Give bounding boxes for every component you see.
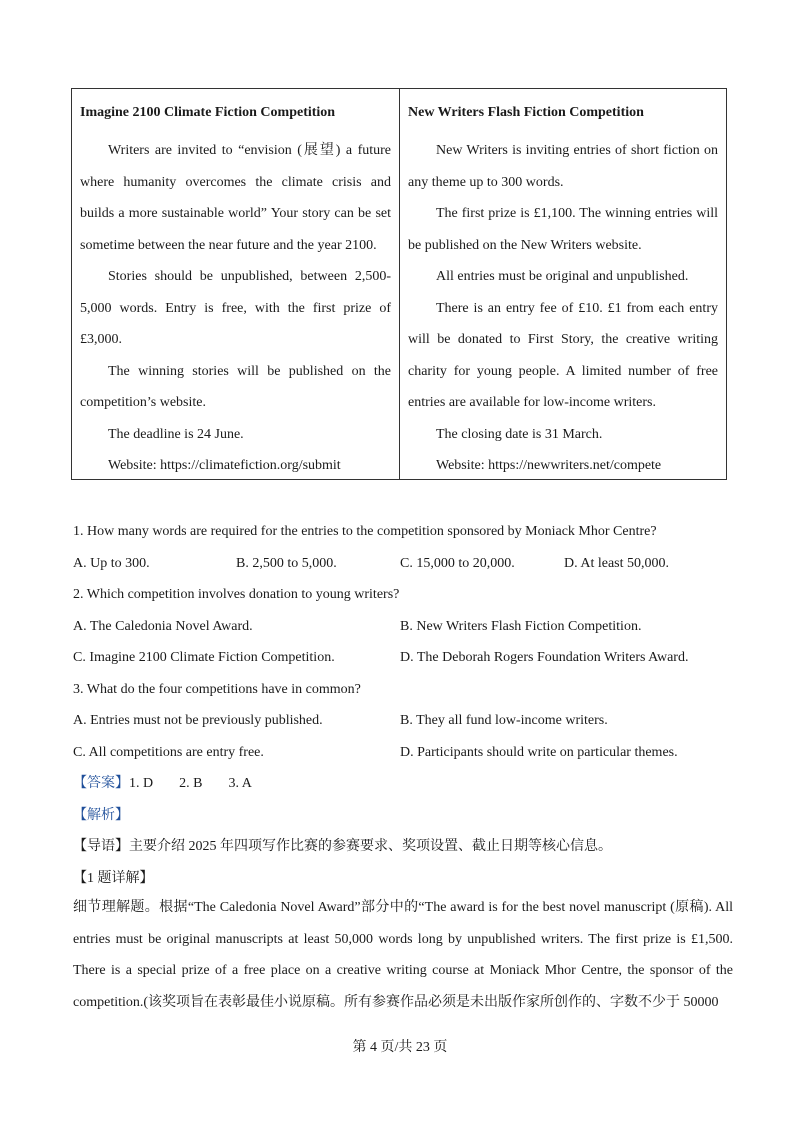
options-row [73, 642, 733, 674]
options-row [73, 705, 733, 737]
option-a: A. Entries must not be previously published. [73, 713, 323, 728]
guide-text: 主要介绍 2025 年四项写作比赛的参赛要求、奖项设置、截止日期等核心信息。 [129, 839, 612, 854]
option-d: D. At least 50,000. [564, 555, 669, 571]
q1-detail-heading [73, 863, 733, 895]
question-stem: 2. Which competition involves donation to young writers? [73, 587, 400, 602]
competition-table [71, 88, 727, 480]
column-title: New Writers Flash Fiction Competition [408, 105, 644, 120]
option-c: C. All competitions are entry free. [73, 744, 264, 760]
option-a: A. The Caledonia Novel Award. [73, 618, 253, 634]
column-paragraph: The closing date is 31 March. [436, 426, 603, 442]
column-paragraph: The first prize is £1,100. The winning entries will be published on the New Writers website. [408, 206, 718, 253]
option-a: A. Up to 300. [73, 555, 150, 571]
question-stem: 1. How many words are required for the entries to the competition sponsored by Moniack Mhor Centre? [73, 524, 657, 539]
guide-label: 【导语】 [73, 839, 129, 854]
options-row [73, 737, 733, 769]
column-paragraph: All entries must be original and unpublished. [436, 269, 689, 284]
column-paragraph: Website: https://climatefiction.org/submit [108, 458, 341, 473]
question-list [73, 516, 733, 768]
options-row [73, 548, 733, 580]
guide-line [73, 831, 733, 863]
answer-item: 1. D [129, 776, 154, 791]
q1-detail-text: 细节理解题。根据“The Caledonia Novel Award”部分中的“The award is for the best novel manuscript (原稿). All entries must be original manuscripts at least 50,000 words long by unpublished writers. The first prize is £1,500. There is a special prize of a free place on a creative writing course at Moniack Mhor Centre, the sponsor of the competition.(该奖项旨在表彰最佳小说原稿。所有参赛作品必须是未出版作家所创作的、字数不少于 50000 [73, 900, 733, 1010]
option-b: B. New Writers Flash Fiction Competition. [400, 618, 642, 634]
option-b: B. They all fund low-income writers. [400, 713, 608, 728]
answer-section [73, 768, 733, 894]
page-footer: 第 4 页/共 23 页 [352, 1040, 448, 1055]
option-c: C. Imagine 2100 Climate Fiction Competition. [73, 650, 335, 665]
q1-label: 【1 题详解】 [73, 870, 154, 886]
option-d: D. The Deborah Rogers Foundation Writers Award. [400, 650, 689, 665]
table-column-left [72, 89, 399, 479]
options-row [73, 611, 733, 643]
column-paragraph: New Writers is inviting entries of short fiction on any theme up to 300 words. [408, 143, 718, 190]
answer-line [73, 768, 733, 800]
option-d: D. Participants should write on particular themes. [400, 744, 678, 760]
analysis-line [73, 800, 733, 832]
column-paragraph: The deadline is 24 June. [108, 426, 244, 442]
analysis-label: 【解析】 [73, 807, 129, 823]
option-b: B. 2,500 to 5,000. [236, 555, 337, 571]
question-stem: 3. What do the four competitions have in common? [73, 681, 361, 697]
answer-item: 3. A [228, 776, 252, 791]
column-paragraph: Website: https://newwriters.net/compete [436, 458, 662, 473]
column-paragraph: There is an entry fee of £10. £1 from each entry will be donated to First Story, the creative writing charity for young people. A limited number of free entries are available for low-income writers. [408, 300, 718, 410]
table-column-right [399, 89, 726, 479]
column-title: Imagine 2100 Climate Fiction Competition [80, 105, 336, 120]
option-c: C. 15,000 to 20,000. [400, 555, 515, 571]
column-paragraph: Stories should be unpublished, between 2,500-5,000 words. Entry is free, with the first prize of £3,000. [80, 269, 391, 347]
answer-item: 2. B [179, 776, 203, 791]
column-paragraph: Writers are invited to “envision (展望) a future where humanity overcomes the climate crisis and builds a more sustainable world” Your story can be set sometime between the near future and the year 2100. [80, 143, 391, 253]
column-paragraph: The winning stories will be published on the competition’s website. [80, 363, 391, 410]
answer-label: 【答案】 [73, 776, 129, 791]
